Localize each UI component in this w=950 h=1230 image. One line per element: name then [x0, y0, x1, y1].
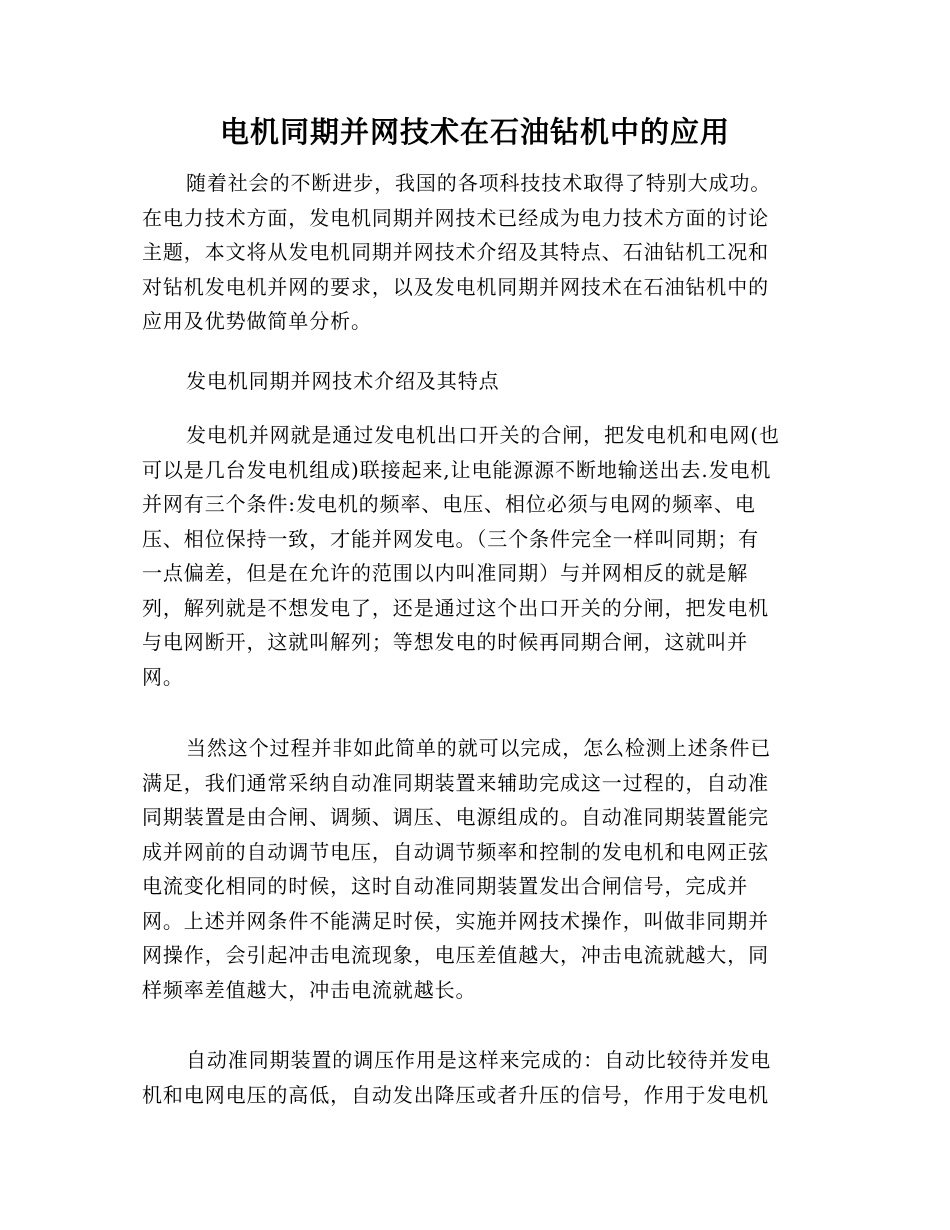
- text-line: 应用及优势做简单分析。: [142, 309, 372, 333]
- text-line: 在电力技术方面，发电机同期并网技术已经成为电力技术方面的讨论: [142, 205, 769, 230]
- text-line: 机和电网电压的高低，自动发出降压或者升压的信号，作用于发电机: [142, 1082, 769, 1107]
- text-line: 成并网前的自动调节电压，自动调节频率和控制的发电机和电网正弦: [142, 839, 769, 864]
- section-heading-text: 发电机同期并网技术介绍及其特点: [186, 369, 500, 393]
- text-line: 一点偏差，但是在允许的范围以内叫准同期）与并网相反的就是解: [142, 561, 749, 585]
- text-line: 样频率差值越大，冲击电流就越长。: [142, 977, 477, 1002]
- text-line: 随着社会的不断进步，我国的各项科技技术取得了特别大成功。: [186, 171, 772, 195]
- section-heading: [142, 364, 807, 399]
- text-line: 压、相位保持一致，才能并网发电。（三个条件完全一样叫同期；有: [142, 526, 759, 551]
- text-line: 对钻机发电机并网的要求，以及发电机同期并网技术在石油钻机中的: [142, 274, 769, 299]
- document-title: 电机同期并网技术在石油钻机中的应用: [219, 115, 730, 149]
- paragraph-intro: [142, 166, 807, 339]
- text-line: 网。: [142, 664, 184, 689]
- paragraph-auto-sync: [142, 731, 807, 1007]
- paragraph-voltage-regulation: [142, 1043, 807, 1112]
- text-line: 与电网断开，这就叫解列；等想发电的时候再同期合闸，这就叫并: [142, 630, 749, 654]
- text-line: 可以是几台发电机组成)联接起来,让电能源源不断地输送出去.发电机: [142, 457, 772, 482]
- text-line: 满足，我们通常采纳自动准同期装置来辅助完成这一过程的，自动准: [142, 770, 769, 795]
- paragraph-grid-connection: [142, 418, 807, 694]
- text-line: 主题，本文将从发电机同期并网技术介绍及其特点、石油钻机工况和: [142, 240, 769, 264]
- text-line: 网。上述并网条件不能满足时侯，实施并网技术操作，叫做非同期并: [142, 908, 769, 933]
- text-line: 列，解列就是不想发电了，还是通过这个出口开关的分闸，把发电机: [142, 595, 769, 620]
- text-line: 电流变化相同的时候，这时自动准同期装置发出合闸信号，完成并: [142, 874, 749, 898]
- text-line: 同期装置是由合闸、调频、调压、电源组成的。自动准同期装置能完: [142, 805, 769, 829]
- text-line: 发电机并网就是通过发电机出口开关的合闸，把发电机和电网(也: [186, 423, 780, 447]
- text-line: 自动准同期装置的调压作用是这样来完成的：自动比较待并发电: [186, 1048, 772, 1072]
- text-line: 当然这个过程并非如此简单的就可以完成，怎么检测上述条件已: [186, 736, 772, 760]
- text-line: 网操作，会引起冲击电流现象，电压差值越大，冲击电流就越大，同: [142, 943, 769, 967]
- text-line: 并网有三个条件:发电机的频率、电压、相位必须与电网的频率、电: [142, 492, 756, 516]
